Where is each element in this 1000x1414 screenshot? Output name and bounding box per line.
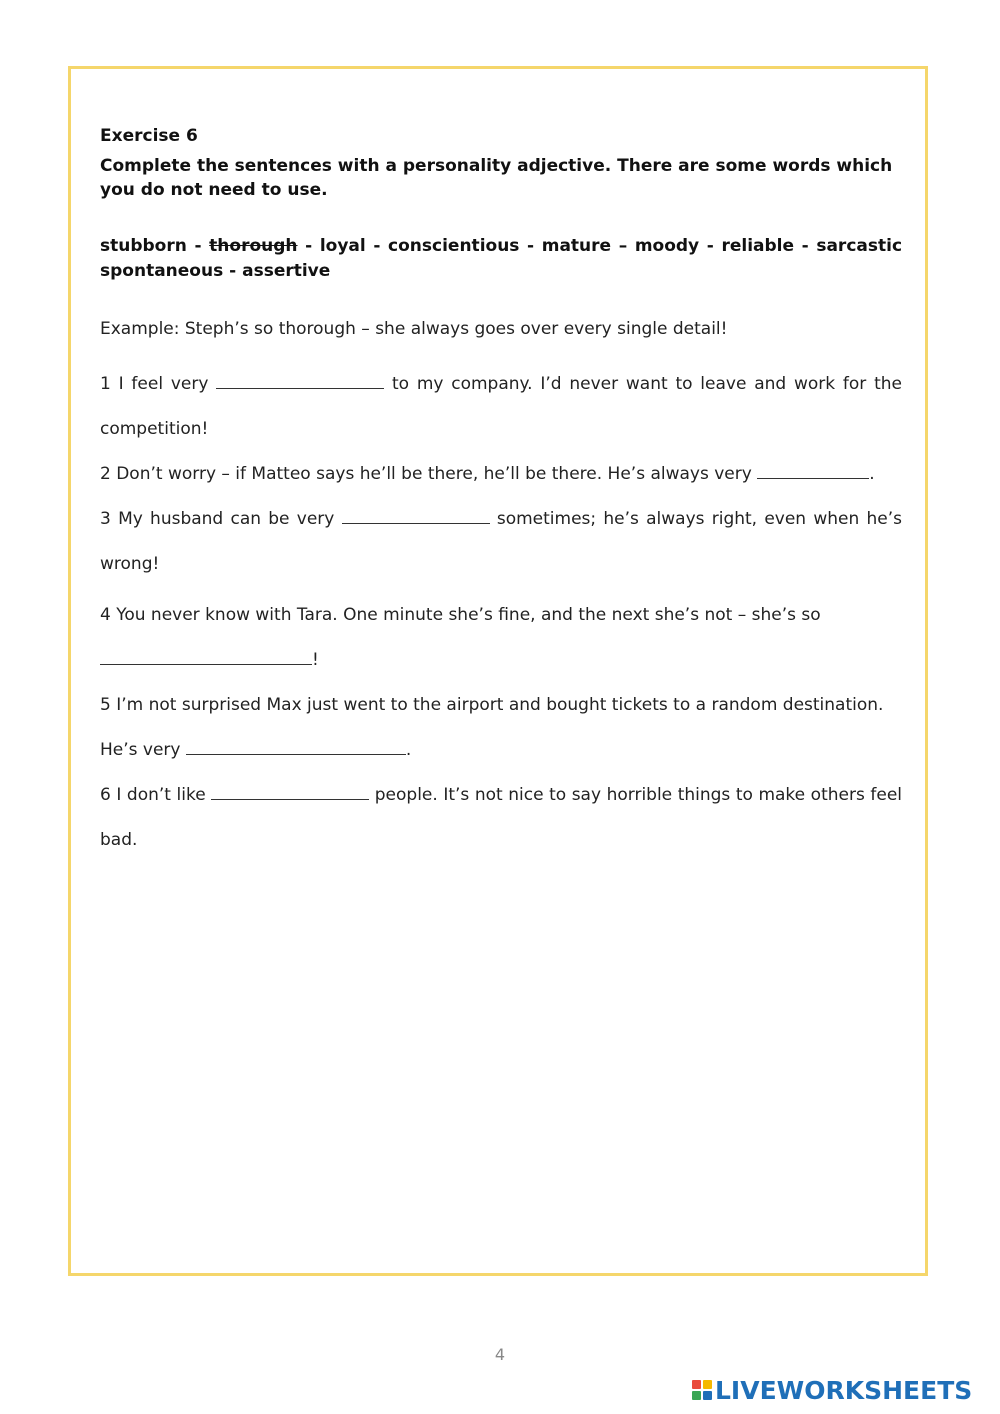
sentence-text: 4 You never know with Tara. One minute she’s fine, and the next she’s not – she’s so	[100, 605, 821, 625]
sentence-text: 6 I don’t like	[100, 785, 212, 805]
word-bank-word: loyal	[319, 236, 366, 256]
logo-square-yellow	[703, 1380, 712, 1389]
exercise-title: Exercise 6	[100, 126, 198, 146]
logo-square-blue	[703, 1391, 712, 1400]
word-bank-word: spontaneous	[100, 261, 224, 281]
sentence-text: 1 I feel very	[100, 374, 217, 394]
word-separator: -	[373, 236, 381, 256]
sentence-1	[100, 362, 902, 452]
sentence-2	[100, 452, 902, 497]
sentence-4	[100, 593, 902, 683]
sentence-text: people. It’s not nice to say horrible things to make others feel bad.	[100, 785, 902, 850]
sentence-text: 5 I’m not surprised Max just went to the airport and bought tickets to a random destination. He’s very	[100, 695, 884, 760]
exercise-instructions: Complete the sentences with a personality adjective. There are some words which you do not need to use.	[100, 156, 893, 200]
answer-blank-2[interactable]	[757, 460, 869, 479]
word-separator: -	[527, 236, 535, 256]
sentence-text: !	[312, 650, 319, 670]
answer-blank-3[interactable]	[342, 505, 490, 524]
word-bank-word: sarcastic	[816, 236, 903, 256]
example-sentence: Example: Steph’s so thorough – she always goes over every single detail!	[100, 319, 728, 339]
sentence-text: 2 Don’t worry – if Matteo says he’ll be there, he’ll be there. He’s always very	[100, 464, 758, 484]
word-separator: -	[801, 236, 809, 256]
word-bank-word: assertive	[242, 261, 331, 281]
logo-square-red	[692, 1380, 701, 1389]
sentence-text: .	[869, 464, 875, 484]
page-number: 4	[494, 1345, 506, 1364]
sentence-3	[100, 497, 902, 587]
word-bank-word: reliable	[721, 236, 795, 256]
word-bank-word: moody	[634, 236, 700, 256]
sentence-6	[100, 773, 902, 863]
word-bank-word: conscientious	[388, 236, 520, 256]
sentence-5	[100, 683, 902, 773]
liveworksheets-logo	[692, 1374, 972, 1406]
logo-square-green	[692, 1391, 701, 1400]
word-separator: -	[194, 236, 202, 256]
answer-blank-4[interactable]	[100, 646, 312, 665]
word-separator: -	[706, 236, 714, 256]
sentence-text: .	[405, 740, 412, 760]
liveworksheets-logo-text: LIVEWORKSHEETS	[715, 1375, 973, 1405]
word-separator: -	[305, 236, 313, 256]
answer-blank-5[interactable]	[186, 736, 406, 755]
word-bank-word-crossed: thorough	[209, 236, 298, 256]
liveworksheets-logo-icon	[692, 1380, 712, 1400]
word-separator: –	[618, 236, 628, 256]
answer-blank-1[interactable]	[216, 370, 384, 389]
word-bank-word: mature	[541, 236, 612, 256]
word-bank-word: stubborn	[100, 236, 187, 256]
word-separator: -	[229, 261, 237, 281]
worksheet-content	[100, 124, 902, 863]
answer-blank-6[interactable]	[211, 781, 369, 800]
word-bank	[100, 234, 902, 284]
sentence-text: sometimes; he’s always right, even when he’s wrong!	[100, 509, 902, 574]
sentence-text: 3 My husband can be very	[100, 509, 342, 529]
sentence-text: to my company. I’d never want to leave and work for the competition!	[100, 374, 902, 439]
